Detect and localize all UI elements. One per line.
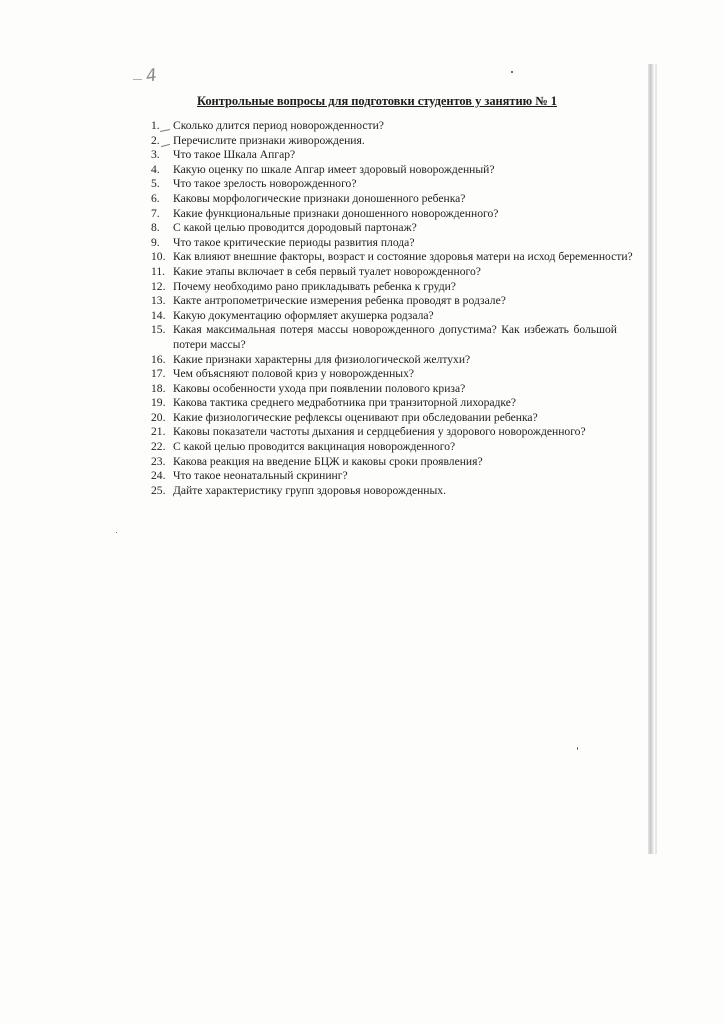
question-item xyxy=(151,280,617,295)
question-item xyxy=(151,236,617,251)
scan-speck xyxy=(511,71,513,73)
question-text: Каковы особенности ухода при появлении полового криза? xyxy=(173,381,466,395)
question-text: Почему необходимо рано прикладывать ребенка к груди? xyxy=(173,279,456,293)
question-text: Какие этапы включает в себя первый туалет новорожденного? xyxy=(173,264,481,278)
question-list xyxy=(151,119,633,498)
question-item xyxy=(151,177,617,192)
question-item xyxy=(151,221,617,236)
question-number: 2. xyxy=(151,133,160,147)
question-number: 9. xyxy=(151,235,160,249)
question-number: 14. xyxy=(151,308,166,322)
question-item xyxy=(151,455,617,470)
question-item xyxy=(151,250,633,265)
question-number: 17. xyxy=(151,367,166,381)
question-item xyxy=(151,294,617,309)
question-text: Каковы показатели частоты дыхания и сердцебиения у здорового новорожденного? xyxy=(173,425,586,439)
question-number: 10. xyxy=(151,250,166,264)
question-text: Что такое Шкала Апгар? xyxy=(173,148,296,162)
question-number: 22. xyxy=(151,440,166,454)
question-number: 7. xyxy=(151,206,160,220)
question-text: Какую оценку по шкале Апгар имеет здоровый новорожденный? xyxy=(173,162,495,176)
question-number: 23. xyxy=(151,454,166,468)
question-number: 12. xyxy=(151,279,166,293)
question-text: Дайте характеристику групп здоровья новорожденных. xyxy=(173,483,446,497)
question-item xyxy=(151,148,617,163)
question-number: 3. xyxy=(151,148,160,162)
question-item xyxy=(151,382,617,397)
question-number: 1. xyxy=(151,119,160,132)
question-text: Каковы морфологические признаки доношенного ребенка? xyxy=(173,191,466,205)
question-item xyxy=(151,192,617,207)
question-number: 18. xyxy=(151,381,166,395)
question-text: Какая максимальная потеря массы новорожденного допустима? Как избежать большой потери массы? xyxy=(173,323,617,351)
question-text: Какте антропометрические измерения ребенка проводят в родзале? xyxy=(173,294,506,308)
question-item xyxy=(151,440,617,455)
question-number: 11. xyxy=(151,264,166,278)
question-item xyxy=(151,425,617,440)
question-text: Какова реакция на введение БЦЖ и каковы сроки проявления? xyxy=(173,454,483,468)
scan-edge-line xyxy=(655,64,657,854)
question-number: 4. xyxy=(151,162,160,176)
question-text: Что такое критические периоды развития плода? xyxy=(173,235,415,249)
question-number: 6. xyxy=(151,191,160,205)
question-item xyxy=(151,396,617,411)
question-text: Как влияют внешние факторы, возраст и состояние здоровья матери на исход беременности? xyxy=(173,250,633,264)
question-number: 16. xyxy=(151,352,166,366)
question-number: 20. xyxy=(151,410,166,424)
question-item xyxy=(151,265,617,280)
question-item xyxy=(151,411,617,426)
question-item xyxy=(151,207,617,222)
question-text: С какой целью проводится вакцинация новорожденного? xyxy=(173,440,456,454)
question-text: Какова тактика среднего медработника при транзиторной лихорадке? xyxy=(173,396,517,410)
question-number: 24. xyxy=(151,469,166,483)
question-text: Что такое зрелость новорожденного? xyxy=(173,177,357,191)
question-text: С какой целью проводится дородовый партонаж? xyxy=(173,221,417,235)
question-text: Что такое неонатальный скрининг? xyxy=(173,469,348,483)
question-item xyxy=(151,119,617,134)
question-item xyxy=(151,353,617,368)
scan-edge-shadow xyxy=(648,64,654,854)
question-text: Какие физиологические рефлексы оценивают при обследовании ребенка? xyxy=(173,410,538,424)
question-number: 25. xyxy=(151,483,166,497)
question-text: Какие функциональные признаки доношенного новорожденного? xyxy=(173,206,499,220)
scan-mark xyxy=(133,79,142,80)
question-item xyxy=(151,163,617,178)
question-number: 19. xyxy=(151,396,166,410)
question-number: 5. xyxy=(151,177,160,191)
question-item xyxy=(151,367,617,382)
scan-speck xyxy=(577,747,578,750)
question-item xyxy=(151,323,617,352)
question-number: 21. xyxy=(151,425,166,439)
question-item xyxy=(151,134,617,149)
question-item xyxy=(151,309,617,324)
question-text: Какую документацию оформляет акушерка родзала? xyxy=(173,308,434,322)
question-text: Перечислите признаки живорождения. xyxy=(173,133,365,147)
question-text: Сколько длится период новорожденности? xyxy=(173,119,384,132)
handwritten-page-number: 4 xyxy=(144,65,159,87)
document-title: Контрольные вопросы для подготовки студентов у занятию № 1 xyxy=(196,94,558,108)
question-item xyxy=(151,484,617,499)
question-item xyxy=(151,469,617,484)
question-number: 13. xyxy=(151,294,166,308)
scan-speck xyxy=(116,532,117,533)
question-number: 8. xyxy=(151,221,160,235)
question-text: Чем объясняют половой криз у новорожденных? xyxy=(173,367,415,381)
question-number: 15. xyxy=(151,323,166,337)
question-text: Какие признаки характерны для физиологической желтухи? xyxy=(173,352,471,366)
